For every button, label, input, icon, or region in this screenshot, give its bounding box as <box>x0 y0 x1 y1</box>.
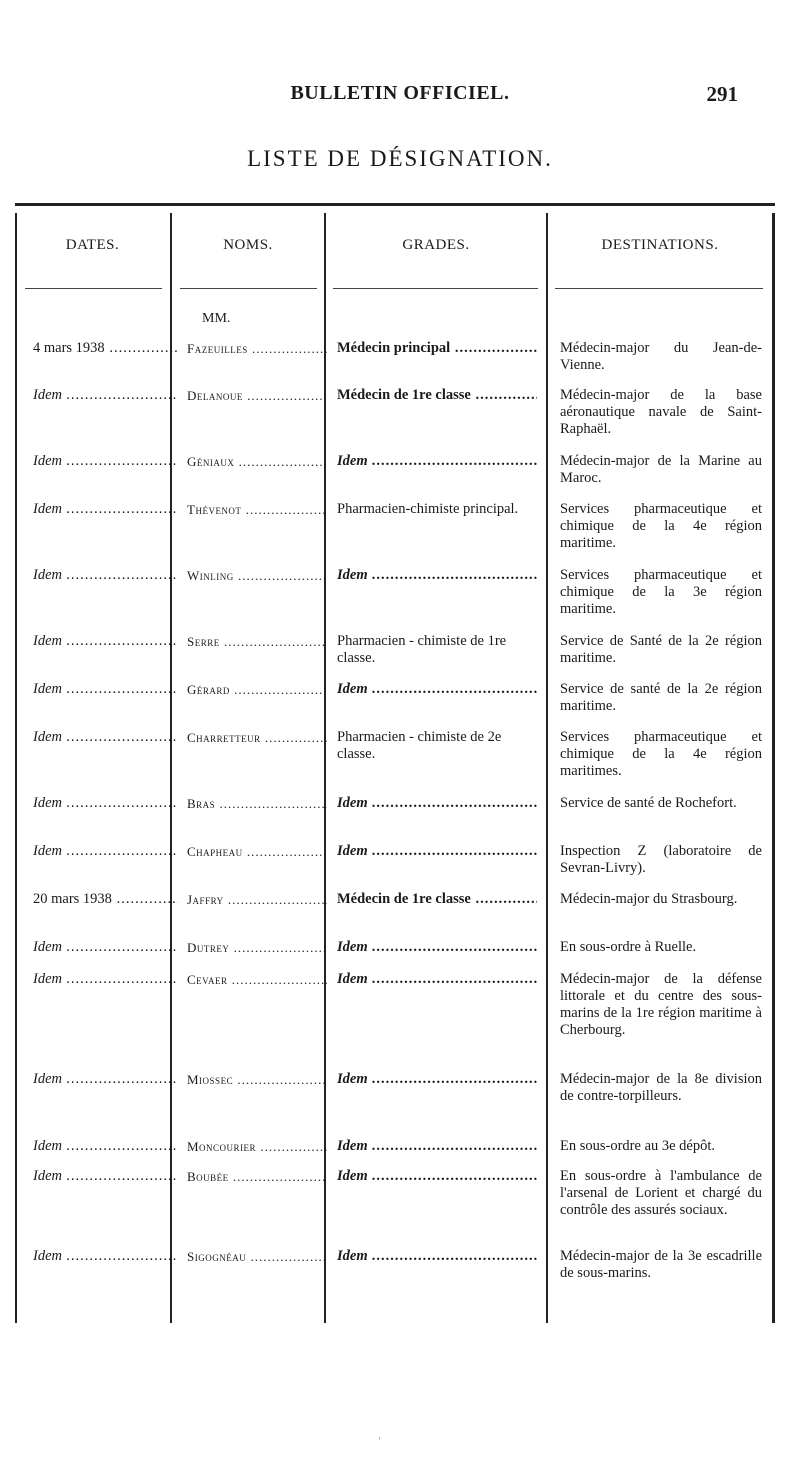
column-header-destinations: DESTINATIONS. <box>601 237 719 253</box>
table-right-border <box>772 213 775 1323</box>
table-top-rule <box>15 203 775 206</box>
row-date: Idem ..... <box>33 795 178 812</box>
row-date: 4 mars 1938 ..... <box>33 340 178 357</box>
row-name: Boubée ..... <box>187 1168 327 1185</box>
row-date: Idem ..... <box>33 567 178 584</box>
page-number: 291 <box>706 82 738 106</box>
mm-label: MM. <box>202 311 231 326</box>
row-date: 20 mars 1938 ..... <box>33 891 178 908</box>
header-rule <box>333 288 538 289</box>
row-destination: Inspection Z (laboratoire de Sevran-Livry). <box>560 843 762 876</box>
column-header-grades: GRADES. <box>402 237 470 253</box>
row-destination: En sous-ordre au 3e dépôt. <box>560 1138 716 1154</box>
row-destination: Médecin-major de la 8e division de contre-torpilleurs. <box>560 1071 762 1104</box>
row-date: Idem ..... <box>33 1071 178 1088</box>
row-name: Bras ..... <box>187 795 327 812</box>
column-header-dates: DATES. <box>65 237 120 253</box>
row-grade: Idem ..... <box>337 971 537 988</box>
row-destination: Médecin-major de la base aéronautique navale de Saint-Raphaël. <box>560 387 762 437</box>
row-date: Idem ..... <box>33 633 178 650</box>
row-date: Idem ..... <box>33 681 178 698</box>
row-name: Winling ..... <box>187 567 327 584</box>
row-date: Idem ..... <box>33 939 178 956</box>
row-date: Idem ..... <box>33 1168 178 1185</box>
row-grade: Médecin de 1re classe ..... <box>337 387 537 404</box>
list-title: LISTE DE DÉSIGNATION. <box>247 146 553 171</box>
row-name: Delanoue ..... <box>187 387 327 404</box>
running-title: BULLETIN OFFICIEL. <box>290 82 510 104</box>
row-destination: Service de santé de la 2e région maritime. <box>560 681 762 714</box>
row-grade: Idem ..... <box>337 939 537 956</box>
row-grade: Pharmacien - chimiste de 2e classe. <box>337 729 502 762</box>
row-grade: Idem ..... <box>337 681 537 698</box>
row-name: Sigognéau ..... <box>187 1248 327 1265</box>
row-date: Idem ..... <box>33 843 178 860</box>
row-date: Idem ..... <box>33 501 178 518</box>
row-name: Géniaux ..... <box>187 453 327 470</box>
running-head <box>0 82 800 112</box>
row-name: Serre ..... <box>187 633 327 650</box>
row-name: Gérard ..... <box>187 681 327 698</box>
row-name: Moncourier ..... <box>187 1138 327 1155</box>
page-speck: ˈ <box>378 1437 381 1448</box>
row-destination: Médecin-major du Jean-de-Vienne. <box>560 340 762 373</box>
row-date: Idem ..... <box>33 1248 178 1265</box>
table-left-border <box>15 213 17 1323</box>
row-grade: Idem ..... <box>337 1168 537 1185</box>
row-name: Fazeuilles ..... <box>187 340 327 357</box>
row-grade: Idem ..... <box>337 453 537 470</box>
row-grade: Médecin principal ..... <box>337 340 537 357</box>
row-date: Idem ..... <box>33 971 178 988</box>
row-destination: Services pharmaceutique et chimique de la 4e région maritime. <box>560 501 762 551</box>
row-destination: Médecin-major du Strasbourg. <box>560 891 738 907</box>
column-divider <box>546 213 548 1323</box>
row-grade: Idem ..... <box>337 795 537 812</box>
row-date: Idem ..... <box>33 387 178 404</box>
row-destination: Médecin-major de la défense littorale et du centre des sous-marins de la 1re région maritime à Cherbourg. <box>560 971 762 1038</box>
row-destination: En sous-ordre à l'ambulance de l'arsenal de Lorient et chargé du contrôle des assurés sociaux. <box>560 1168 762 1218</box>
row-date: Idem ..... <box>33 1138 178 1155</box>
row-grade: Médecin de 1re classe ..... <box>337 891 537 908</box>
row-name: Charretteur ..... <box>187 729 327 746</box>
designation-table <box>15 203 775 1323</box>
row-grade: Pharmacien - chimiste de 1re classe. <box>337 633 507 666</box>
row-destination: En sous-ordre à Ruelle. <box>560 939 697 955</box>
row-destination: Service de santé de Rochefort. <box>560 795 737 811</box>
header-rule <box>180 288 317 289</box>
row-grade: Pharmacien-chimiste principal. <box>337 501 519 517</box>
row-grade: Idem ..... <box>337 567 537 584</box>
row-destination: Médecin-major de la 3e escadrille de sous-marins. <box>560 1248 762 1281</box>
row-name: Cevaer ..... <box>187 971 327 988</box>
column-header-noms: NOMS. <box>223 237 273 253</box>
row-grade: Idem ..... <box>337 1248 537 1265</box>
row-name: Jaffry ..... <box>187 891 327 908</box>
row-grade: Idem ..... <box>337 1138 537 1155</box>
row-name: Miossec ..... <box>187 1071 327 1088</box>
row-destination: Médecin-major de la Marine au Maroc. <box>560 453 762 486</box>
row-destination: Service de Santé de la 2e région maritime. <box>560 633 762 666</box>
row-grade: Idem ..... <box>337 843 537 860</box>
header-rule <box>555 288 763 289</box>
row-date: Idem ..... <box>33 729 178 746</box>
header-rule <box>25 288 162 289</box>
row-name: Dutrey ..... <box>187 939 327 956</box>
row-grade: Idem ..... <box>337 1071 537 1088</box>
row-name: Thévenot ..... <box>187 501 327 518</box>
row-destination: Services pharmaceutique et chimique de la 3e région maritime. <box>560 567 762 617</box>
column-divider <box>170 213 172 1323</box>
column-divider <box>324 213 326 1323</box>
row-name: Chapheau ..... <box>187 843 327 860</box>
row-date: Idem ..... <box>33 453 178 470</box>
row-destination: Services pharmaceutique et chimique de la 4e région maritimes. <box>560 729 762 779</box>
